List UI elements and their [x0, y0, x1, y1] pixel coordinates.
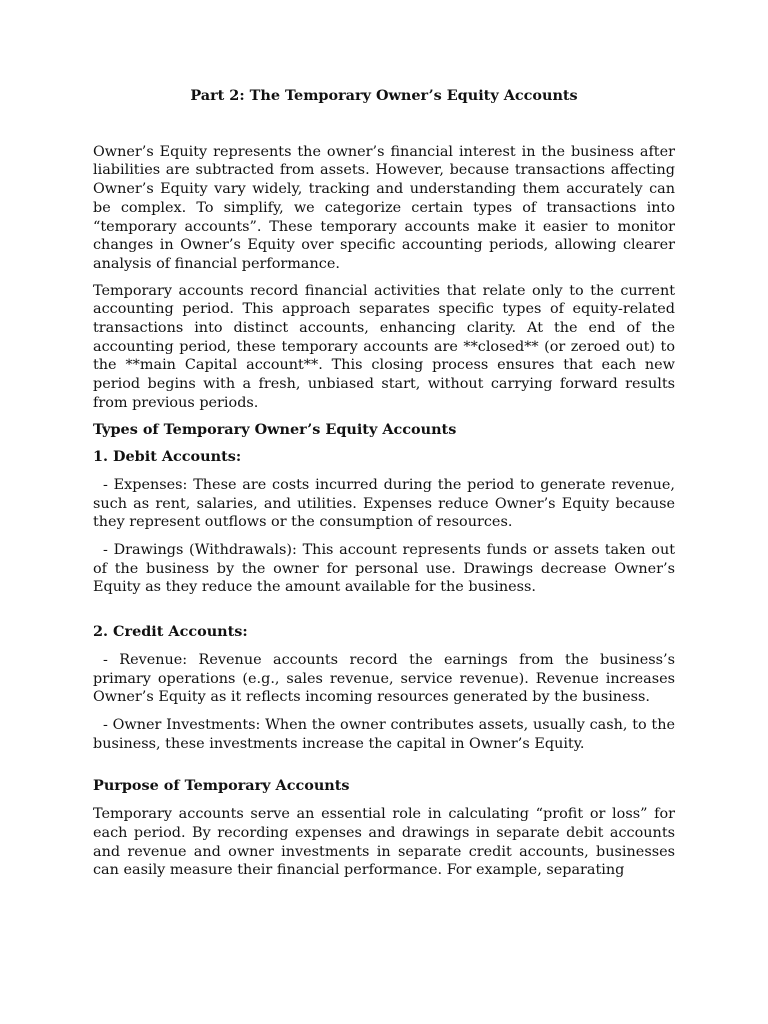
credit-item-revenue: - Revenue: Revenue accounts record the earnings from the business’s primary operations (e.g., sales revenue, service revenue). Revenue increases Owner’s Equity as it reflects incoming resources generated by the business. [93, 651, 675, 706]
credit-item-owner-investments: - Owner Investments: When the owner contributes assets, usually cash, to the business, these investments increase the capital in Owner’s Equity. [93, 716, 675, 752]
section-heading-purpose: Purpose of Temporary Accounts [93, 777, 350, 795]
section-heading-types: Types of Temporary Owner’s Equity Accounts [93, 420, 457, 438]
debit-item-expenses: - Expenses: These are costs incurred during the period to generate revenue, such as rent, salaries, and utilities. Expenses reduce Owner’s Equity because they represent outflows or the consumption of resources. [93, 476, 675, 531]
subheading-credit-accounts: 2. Credit Accounts: [93, 623, 248, 641]
intro-paragraph: Temporary accounts record financial activities that relate only to the current accounting period. This approach separates specific types of equity-related transactions into distinct accounts, enhancing clarity. At the end of the accounting period, these temporary accounts are **closed** (or zeroed out) to the **main Capital account**. This closing process ensures that each new period begins with a fresh, unbiased start, without carrying forward results from previous periods. [93, 282, 675, 411]
page-title: Part 2: The Temporary Owner’s Equity Accounts [190, 87, 578, 104]
intro-paragraph: Owner’s Equity represents the owner’s financial interest in the business after liabilities are subtracted from assets. However, because transactions affecting Owner’s Equity vary widely, tracking and understanding them accurately can be complex. To simplify, we categorize certain types of transactions into “temporary accounts”. These temporary accounts make it easier to monitor changes in Owner’s Equity over specific accounting periods, allowing clearer analysis of financial performance. [93, 143, 675, 272]
purpose-paragraph: Temporary accounts serve an essential role in calculating “profit or loss” for each period. By recording expenses and drawings in separate debit accounts and revenue and owner investments in separate credit accounts, businesses can easily measure their financial performance. For example, separating [93, 806, 675, 879]
document-page [93, 87, 675, 888]
subheading-debit-accounts: 1. Debit Accounts: [93, 448, 242, 466]
debit-item-drawings: - Drawings (Withdrawals): This account represents funds or assets taken out of the business by the owner for personal use. Drawings decrease Owner’s Equity as they reduce the amount available for the business. [93, 542, 675, 596]
